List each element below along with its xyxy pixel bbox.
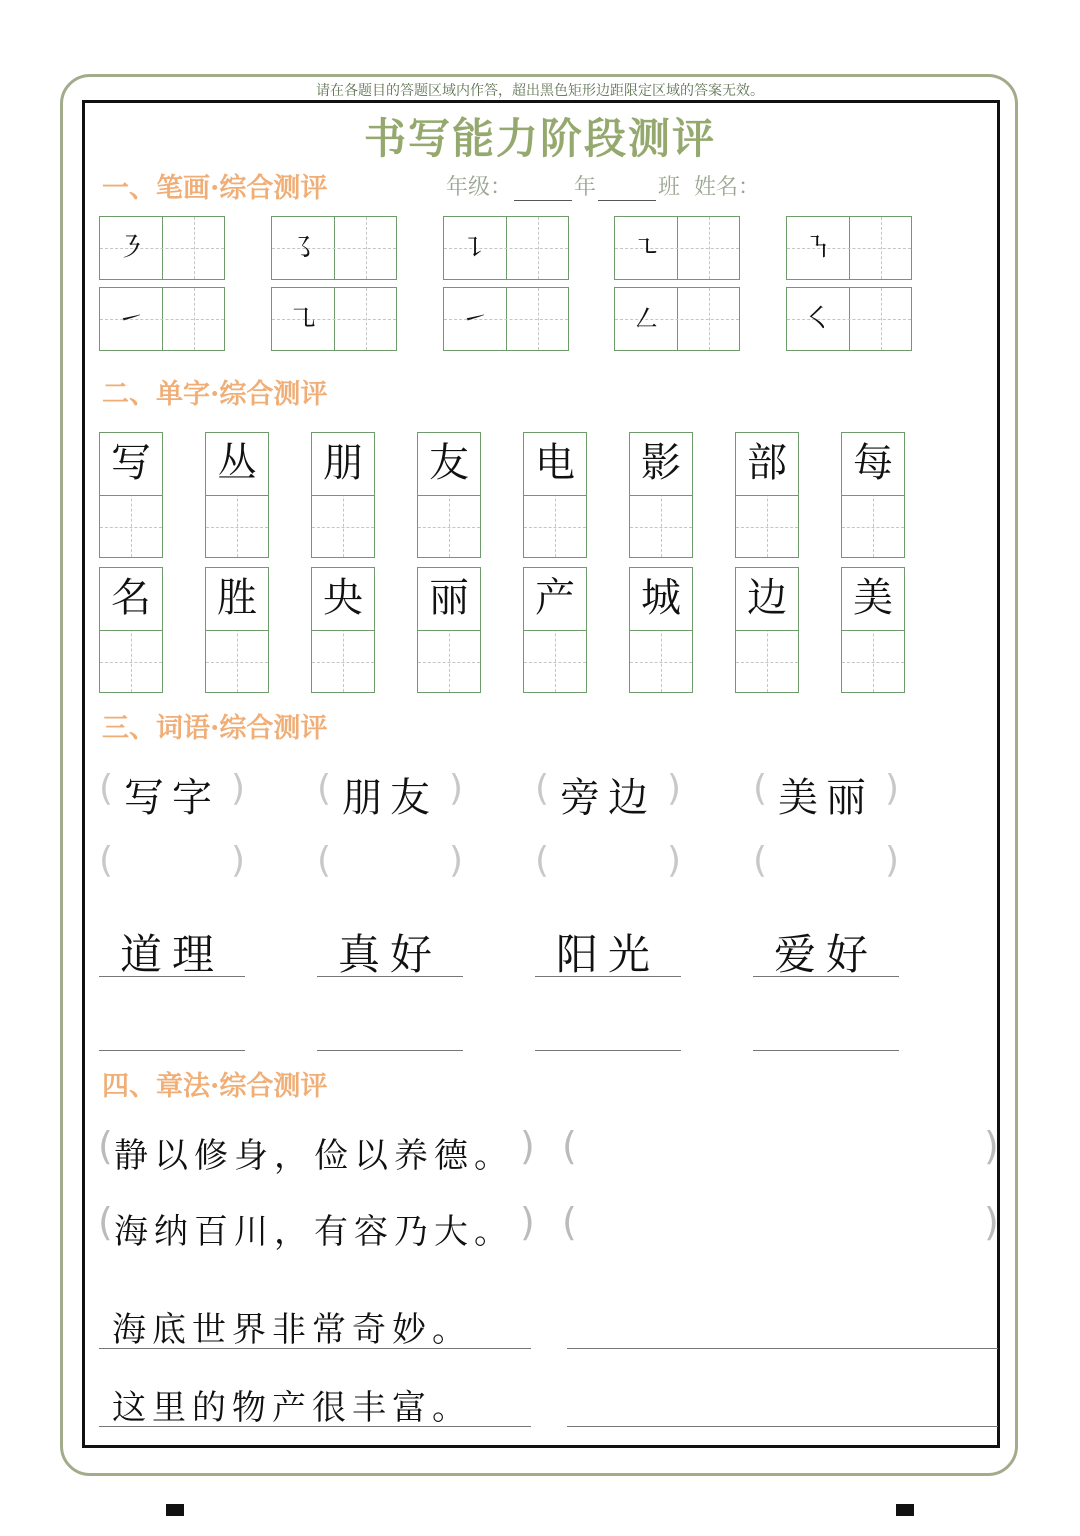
word-paren-blank[interactable] <box>753 838 899 888</box>
section-title-strokes: 一、笔画·综合测评 <box>102 173 328 204</box>
cell-divider <box>206 495 268 496</box>
word-paren-sample <box>317 766 463 821</box>
character-sample: 丛 <box>206 433 268 495</box>
character-sample: 产 <box>524 568 586 630</box>
section-title-composition: 四、章法·综合测评 <box>102 1071 328 1102</box>
word-text: 朋友 <box>342 775 438 821</box>
class-label: 班 <box>658 175 681 200</box>
paren-left: ( <box>98 1124 113 1168</box>
cell-divider <box>418 630 480 631</box>
paren-right: ) <box>448 840 463 881</box>
year-label: 年 <box>574 175 597 200</box>
stroke-cell[interactable] <box>99 287 225 351</box>
character-sample: 电 <box>524 433 586 495</box>
character-cell[interactable] <box>311 432 375 558</box>
cell-guide-line <box>312 662 374 663</box>
stroke-cell[interactable] <box>443 216 569 280</box>
character-cell[interactable] <box>523 432 587 558</box>
character-sample: 边 <box>736 568 798 630</box>
character-cell[interactable] <box>99 432 163 558</box>
cell-divider <box>100 495 162 496</box>
character-sample: 城 <box>630 568 692 630</box>
stroke-cell[interactable] <box>786 287 912 351</box>
word-answer-line[interactable] <box>753 1050 899 1051</box>
character-cell[interactable] <box>205 567 269 693</box>
character-cell[interactable] <box>205 432 269 558</box>
character-cell[interactable] <box>417 567 481 693</box>
paren-left: ( <box>98 1200 113 1244</box>
paren-right: ) <box>520 1200 535 1244</box>
class-blank[interactable] <box>598 178 656 201</box>
paren-right: ) <box>884 768 899 809</box>
character-cell[interactable] <box>841 432 905 558</box>
word-paren-sample <box>99 766 245 821</box>
stroke-cell[interactable] <box>271 216 397 280</box>
scan-marker-right <box>896 1504 914 1516</box>
paren-left: ( <box>753 768 768 809</box>
character-sample: 名 <box>100 568 162 630</box>
sentence-underline <box>99 1426 531 1427</box>
cell-divider <box>524 495 586 496</box>
cell-guide-line <box>418 662 480 663</box>
cell-guide-line <box>524 662 586 663</box>
stroke-sample: ㇋ <box>116 231 145 264</box>
stroke-cell[interactable] <box>271 287 397 351</box>
character-cell[interactable] <box>629 432 693 558</box>
word-underline <box>535 976 681 977</box>
word-underline <box>317 976 463 977</box>
character-sample: 央 <box>312 568 374 630</box>
stroke-cell[interactable] <box>614 287 740 351</box>
stroke-sample: ㇊ <box>460 231 489 264</box>
character-sample: 丽 <box>418 568 480 630</box>
cell-guide-line <box>206 662 268 663</box>
section-title-characters: 二、单字·综合测评 <box>102 379 328 410</box>
cell-divider <box>736 630 798 631</box>
character-sample: 每 <box>842 433 904 495</box>
paren-left: ( <box>317 768 332 809</box>
word-text: 美丽 <box>778 775 874 821</box>
word-underline <box>753 976 899 977</box>
sentence-line-sample: 这里的物产很丰富。 <box>112 1388 472 1428</box>
cell-guide-line <box>630 662 692 663</box>
character-cell[interactable] <box>311 567 375 693</box>
word-line-sample: 爱好 <box>773 930 878 979</box>
word-text: 旁边 <box>560 775 656 821</box>
stroke-sample: ㇀ <box>116 302 145 335</box>
word-answer-line[interactable] <box>535 1050 681 1051</box>
grade-blank[interactable] <box>514 178 572 201</box>
word-line-sample: 道理 <box>119 930 224 979</box>
sentence-line-sample: 海底世界非常奇妙。 <box>112 1310 472 1350</box>
answer-paren-left[interactable]: ( <box>562 1200 577 1244</box>
answer-paren-right[interactable]: ) <box>984 1124 999 1168</box>
cell-divider <box>100 630 162 631</box>
paren-left: ( <box>99 768 114 809</box>
stroke-sample: ㇍ <box>631 231 660 264</box>
section-title-words: 三、词语·综合测评 <box>102 713 328 744</box>
cell-divider <box>630 495 692 496</box>
character-sample: 美 <box>842 568 904 630</box>
word-underline <box>99 976 245 977</box>
sentence-answer-line[interactable] <box>567 1426 998 1427</box>
paren-right: ) <box>666 768 681 809</box>
character-cell[interactable] <box>841 567 905 693</box>
word-paren-blank[interactable] <box>317 838 463 888</box>
word-text: 写字 <box>124 775 220 821</box>
stroke-sample: ㇜ <box>631 302 660 335</box>
paren-left: ( <box>753 840 768 881</box>
stroke-sample: ㇎ <box>803 231 832 264</box>
stroke-cell[interactable] <box>614 216 740 280</box>
cell-divider <box>630 630 692 631</box>
paren-left: ( <box>535 840 550 881</box>
paren-left: ( <box>317 840 332 881</box>
character-sample: 朋 <box>312 433 374 495</box>
cell-guide-line <box>206 527 268 528</box>
cell-divider <box>312 495 374 496</box>
word-paren-blank[interactable] <box>535 838 681 888</box>
paren-right: ) <box>448 768 463 809</box>
paren-left: ( <box>99 840 114 881</box>
answer-area-notice: 请在各题目的答题区域内作答，超出黑色矩形边距限定区域的答案无效。 <box>316 83 764 99</box>
character-sample: 友 <box>418 433 480 495</box>
cell-guide-line <box>418 527 480 528</box>
cell-guide-line <box>100 527 162 528</box>
word-line-sample: 真好 <box>337 930 442 979</box>
character-cell[interactable] <box>99 567 163 693</box>
cell-divider <box>736 495 798 496</box>
sentence-paren-sample: 海纳百川，有容乃大。 <box>114 1212 514 1252</box>
character-sample: 写 <box>100 433 162 495</box>
paren-right: ) <box>884 840 899 881</box>
character-cell[interactable] <box>629 567 693 693</box>
page-title: 书写能力阶段测评 <box>363 114 716 163</box>
cell-guide-line <box>630 527 692 528</box>
answer-paren-left[interactable]: ( <box>562 1124 577 1168</box>
cell-guide-line <box>842 662 904 663</box>
answer-paren-right[interactable]: ) <box>984 1200 999 1244</box>
stroke-sample: ㇛ <box>803 302 832 335</box>
stroke-sample: ㇀ <box>460 302 489 335</box>
cell-divider <box>206 630 268 631</box>
character-cell[interactable] <box>523 567 587 693</box>
paren-right: ) <box>520 1124 535 1168</box>
sentence-answer-line[interactable] <box>567 1348 998 1349</box>
stroke-cell[interactable] <box>99 216 225 280</box>
cell-guide-line <box>736 662 798 663</box>
scan-marker-left <box>166 1504 184 1516</box>
word-answer-line[interactable] <box>317 1050 463 1051</box>
cell-guide-line <box>842 527 904 528</box>
character-sample: 胜 <box>206 568 268 630</box>
cell-divider <box>842 495 904 496</box>
word-paren-sample <box>535 766 681 821</box>
word-line-sample: 阳光 <box>555 930 660 979</box>
grade-label: 年级： <box>446 175 513 200</box>
character-sample: 部 <box>736 433 798 495</box>
paren-left: ( <box>535 768 550 809</box>
paren-right: ) <box>666 840 681 881</box>
word-answer-line[interactable] <box>99 1050 245 1051</box>
cell-guide-line <box>312 527 374 528</box>
paren-right: ) <box>230 840 245 881</box>
paren-right: ) <box>230 768 245 809</box>
cell-divider <box>524 630 586 631</box>
stroke-cell[interactable] <box>443 287 569 351</box>
character-cell[interactable] <box>735 432 799 558</box>
character-sample: 影 <box>630 433 692 495</box>
cell-guide-line <box>524 527 586 528</box>
cell-guide-line <box>100 662 162 663</box>
word-paren-sample <box>753 766 899 821</box>
character-cell[interactable] <box>417 432 481 558</box>
word-paren-blank[interactable] <box>99 838 245 888</box>
stroke-sample: ㇌ <box>288 231 317 264</box>
name-label: 姓名： <box>694 175 761 200</box>
sentence-paren-sample: 静以修身，俭以养德。 <box>114 1136 514 1176</box>
stroke-sample: ㇈ <box>288 302 317 335</box>
stroke-cell[interactable] <box>786 216 912 280</box>
sentence-underline <box>99 1348 531 1349</box>
student-info <box>446 170 760 201</box>
character-cell[interactable] <box>735 567 799 693</box>
cell-divider <box>418 495 480 496</box>
cell-guide-line <box>736 527 798 528</box>
cell-divider <box>842 630 904 631</box>
cell-divider <box>312 630 374 631</box>
